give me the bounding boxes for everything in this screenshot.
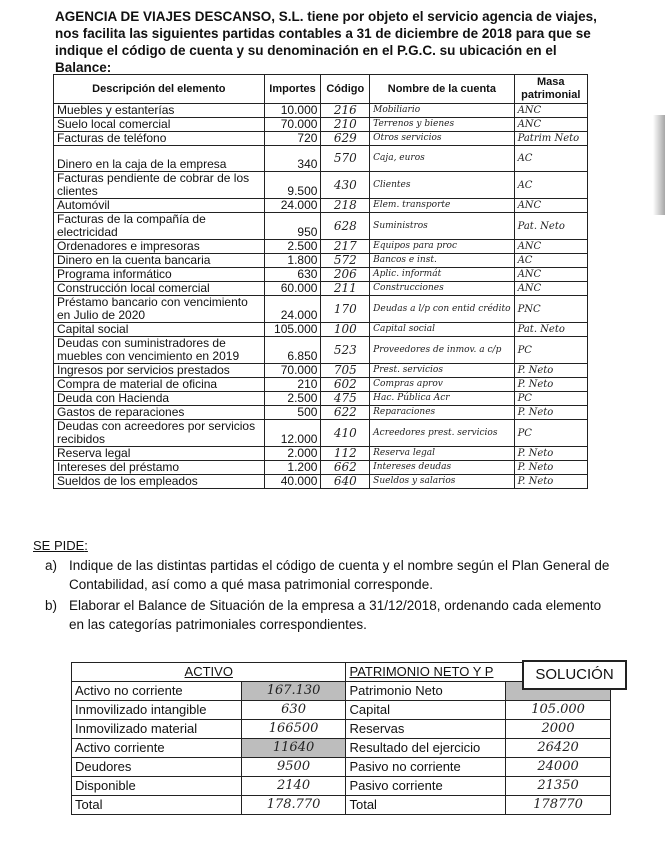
row-amount: 1.800 (264, 254, 321, 268)
row-amount: 340 (264, 146, 321, 172)
row-account-name: Acreedores prest. servicios (370, 420, 514, 447)
table-row (54, 254, 588, 268)
row-code: 218 (321, 199, 370, 213)
row-account-name: Compras aprov (370, 378, 514, 392)
balance-row (72, 701, 611, 720)
table-row (54, 475, 588, 489)
activo-value: 630 (241, 701, 346, 720)
row-amount: 40.000 (264, 475, 321, 489)
row-code: 640 (321, 475, 370, 489)
pasivo-value: 105.000 (506, 701, 611, 720)
row-code: 430 (321, 172, 370, 199)
patrimonio-neto-header: PATRIMONIO NETO Y P (346, 663, 611, 682)
row-code: 629 (321, 132, 370, 146)
row-account-name: Bancos e inst. (370, 254, 514, 268)
row-account-name: Terrenos y bienes (370, 118, 514, 132)
row-mass: P. Neto (514, 378, 587, 392)
activo-value: 166500 (241, 720, 346, 739)
row-account-name: Hac. Pública Acr (370, 392, 514, 406)
row-code: 662 (321, 461, 370, 475)
row-amount: 500 (264, 406, 321, 420)
row-description: Deudas con suministradores de muebles con vencimiento en 2019 (54, 337, 265, 364)
activo-label: Deudores (72, 758, 242, 777)
activo-label: Inmovilizado intangible (72, 701, 242, 720)
balance-row (72, 739, 611, 758)
row-account-name: Sueldos y salarios (370, 475, 514, 489)
table-row (54, 268, 588, 282)
row-description: Intereses del préstamo (54, 461, 265, 475)
row-description: Automóvil (54, 199, 265, 213)
row-mass: P. Neto (514, 475, 587, 489)
row-code: 572 (321, 254, 370, 268)
task-marker: b) (45, 598, 58, 613)
row-amount: 210 (264, 378, 321, 392)
row-mass: Pat. Neto (514, 213, 587, 240)
row-amount: 2.500 (264, 240, 321, 254)
table-row (54, 240, 588, 254)
activo-label: Disponible (72, 777, 242, 796)
pasivo-value: 178770 (506, 796, 611, 815)
row-code: 100 (321, 323, 370, 337)
activo-label: Activo no corriente (72, 682, 242, 701)
row-description: Reserva legal (54, 447, 265, 461)
row-description: Facturas de teléfono (54, 132, 265, 146)
balance-row (72, 720, 611, 739)
row-amount: 6.850 (264, 337, 321, 364)
header-code: Código (321, 75, 370, 104)
row-amount: 12.000 (264, 420, 321, 447)
table-row (54, 146, 588, 172)
row-amount: 9.500 (264, 172, 321, 199)
row-code: 210 (321, 118, 370, 132)
activo-label: Activo corriente (72, 739, 242, 758)
row-mass: AC (514, 146, 587, 172)
row-code: 112 (321, 447, 370, 461)
row-code: 570 (321, 146, 370, 172)
row-amount: 10.000 (264, 104, 321, 118)
pasivo-label: Pasivo corriente (346, 777, 506, 796)
row-description: Ingresos por servicios prestados (54, 364, 265, 378)
table-row (54, 461, 588, 475)
pasivo-label: Pasivo no corriente (346, 758, 506, 777)
balance-row (72, 758, 611, 777)
solution-box: SOLUCIÓN (522, 660, 627, 690)
table-row (54, 447, 588, 461)
row-code: 523 (321, 337, 370, 364)
row-amount: 60.000 (264, 282, 321, 296)
row-account-name: Deudas a l/p con entid crédito (370, 296, 514, 323)
row-description: Suelo local comercial (54, 118, 265, 132)
activo-value: 2140 (241, 777, 346, 796)
row-amount: 950 (264, 213, 321, 240)
row-description: Compra de material de oficina (54, 378, 265, 392)
row-mass: ANC (514, 199, 587, 213)
row-amount: 630 (264, 268, 321, 282)
row-mass: Pat. Neto (514, 323, 587, 337)
header-mass: Masa patrimonial (514, 75, 587, 104)
activo-value: 167.130 (241, 682, 346, 701)
table-row (54, 118, 588, 132)
row-mass: PNC (514, 296, 587, 323)
table-row (54, 104, 588, 118)
activo-value: 11640 (241, 739, 346, 758)
activo-label: Total (72, 796, 242, 815)
row-account-name: Suministros (370, 213, 514, 240)
row-amount: 70.000 (264, 118, 321, 132)
activo-value: 9500 (241, 758, 346, 777)
table-row (54, 337, 588, 364)
table-row (54, 172, 588, 199)
row-description: Muebles y estanterías (54, 104, 265, 118)
row-code: 217 (321, 240, 370, 254)
row-code: 211 (321, 282, 370, 296)
table-row (54, 406, 588, 420)
row-amount: 70.000 (264, 364, 321, 378)
row-account-name: Equipos para proc (370, 240, 514, 254)
table-row (54, 364, 588, 378)
task-list (45, 556, 615, 636)
row-account-name: Aplic. informát (370, 268, 514, 282)
header-description: Descripción del elemento (54, 75, 265, 104)
row-account-name: Otros servicios (370, 132, 514, 146)
task-marker: a) (45, 558, 58, 573)
pasivo-label: Patrimonio Neto (346, 682, 506, 701)
row-account-name: Construcciones (370, 282, 514, 296)
row-mass: P. Neto (514, 461, 587, 475)
row-mass: PC (514, 420, 587, 447)
row-description: Facturas de la compañía de electricidad (54, 213, 265, 240)
row-code: 602 (321, 378, 370, 392)
row-mass: P. Neto (514, 447, 587, 461)
row-amount: 24.000 (264, 296, 321, 323)
row-account-name: Reparaciones (370, 406, 514, 420)
row-code: 622 (321, 406, 370, 420)
pasivo-label: Total (346, 796, 506, 815)
table-row (54, 132, 588, 146)
task-item (45, 556, 615, 594)
row-amount: 2.500 (264, 392, 321, 406)
table-row (54, 392, 588, 406)
row-description: Deuda con Hacienda (54, 392, 265, 406)
row-description: Facturas pendiente de cobrar de los clientes (54, 172, 265, 199)
task-item (45, 596, 615, 634)
row-amount: 105.000 (264, 323, 321, 337)
row-description: Programa informático (54, 268, 265, 282)
row-description: Gastos de reparaciones (54, 406, 265, 420)
row-amount: 2.000 (264, 447, 321, 461)
task-text: Indique de las distintas partidas el código de cuenta y el nombre según el Plan General de Contabilidad, así como a qué masa patrimonial corresponde. (69, 558, 610, 592)
row-description: Sueldos de los empleados (54, 475, 265, 489)
row-account-name: Reserva legal (370, 447, 514, 461)
row-code: 170 (321, 296, 370, 323)
row-mass: AC (514, 254, 587, 268)
row-description: Construcción local comercial (54, 282, 265, 296)
row-mass: ANC (514, 240, 587, 254)
row-mass: ANC (514, 118, 587, 132)
table-row (54, 282, 588, 296)
pasivo-value: 21350 (506, 777, 611, 796)
row-code: 216 (321, 104, 370, 118)
row-mass: P. Neto (514, 364, 587, 378)
balance-row (72, 777, 611, 796)
row-code: 206 (321, 268, 370, 282)
row-mass: Patrim Neto (514, 132, 587, 146)
table-row (54, 296, 588, 323)
pasivo-label: Reservas (346, 720, 506, 739)
activo-label: Inmovilizado material (72, 720, 242, 739)
table-row (54, 323, 588, 337)
row-code: 705 (321, 364, 370, 378)
activo-value: 178.770 (241, 796, 346, 815)
row-account-name: Proveedores de inmov. a c/p (370, 337, 514, 364)
pasivo-value: 2000 (506, 720, 611, 739)
exercise-statement: AGENCIA DE VIAJES DESCANSO, S.L. tiene por objeto el servicio agencia de viajes, nos facilita las siguientes partidas contables a 31 de diciembre de 2018 para que se indique el código de cuenta y su denominación en el P.G.C. su ubicación en el Balance: (55, 9, 597, 75)
row-account-name: Prest. servicios (370, 364, 514, 378)
table-row (54, 213, 588, 240)
table-row (54, 378, 588, 392)
row-description: Ordenadores e impresoras (54, 240, 265, 254)
row-mass: PC (514, 392, 587, 406)
table-row (54, 420, 588, 447)
accounts-table (53, 74, 588, 489)
balance-row (72, 796, 611, 815)
row-description: Deudas con acreedores por servicios recibidos (54, 420, 265, 447)
se-pide-label: SE PIDE: (33, 538, 88, 553)
row-account-name: Mobiliario (370, 104, 514, 118)
task-text: Elaborar el Balance de Situación de la empresa a 31/12/2018, ordenando cada elemento en las categorías patrimoniales correspondientes. (69, 598, 602, 632)
row-mass: AC (514, 172, 587, 199)
row-account-name: Clientes (370, 172, 514, 199)
table-row (54, 199, 588, 213)
row-mass: PC (514, 337, 587, 364)
row-mass: ANC (514, 104, 587, 118)
page-edge-shadow (653, 115, 665, 215)
activo-header: ACTIVO (72, 663, 346, 682)
row-amount: 1.200 (264, 461, 321, 475)
pasivo-label: Resultado del ejercicio (346, 739, 506, 758)
pasivo-value: 26420 (506, 739, 611, 758)
row-description: Dinero en la caja de la empresa (54, 146, 265, 172)
row-mass: P. Neto (514, 406, 587, 420)
row-mass: ANC (514, 282, 587, 296)
row-description: Capital social (54, 323, 265, 337)
pasivo-value: 24000 (506, 758, 611, 777)
row-code: 410 (321, 420, 370, 447)
row-mass: ANC (514, 268, 587, 282)
header-amount: Importes (264, 75, 321, 104)
row-account-name: Elem. transporte (370, 199, 514, 213)
row-account-name: Capital social (370, 323, 514, 337)
pasivo-label: Capital (346, 701, 506, 720)
row-amount: 720 (264, 132, 321, 146)
row-amount: 24.000 (264, 199, 321, 213)
row-description: Dinero en la cuenta bancaria (54, 254, 265, 268)
row-account-name: Intereses deudas (370, 461, 514, 475)
accounts-table-header (54, 75, 588, 104)
row-code: 475 (321, 392, 370, 406)
header-account-name: Nombre de la cuenta (370, 75, 514, 104)
row-code: 628 (321, 213, 370, 240)
row-description: Préstamo bancario con vencimiento en Julio de 2020 (54, 296, 265, 323)
row-account-name: Caja, euros (370, 146, 514, 172)
accounts-table-body (54, 104, 588, 489)
